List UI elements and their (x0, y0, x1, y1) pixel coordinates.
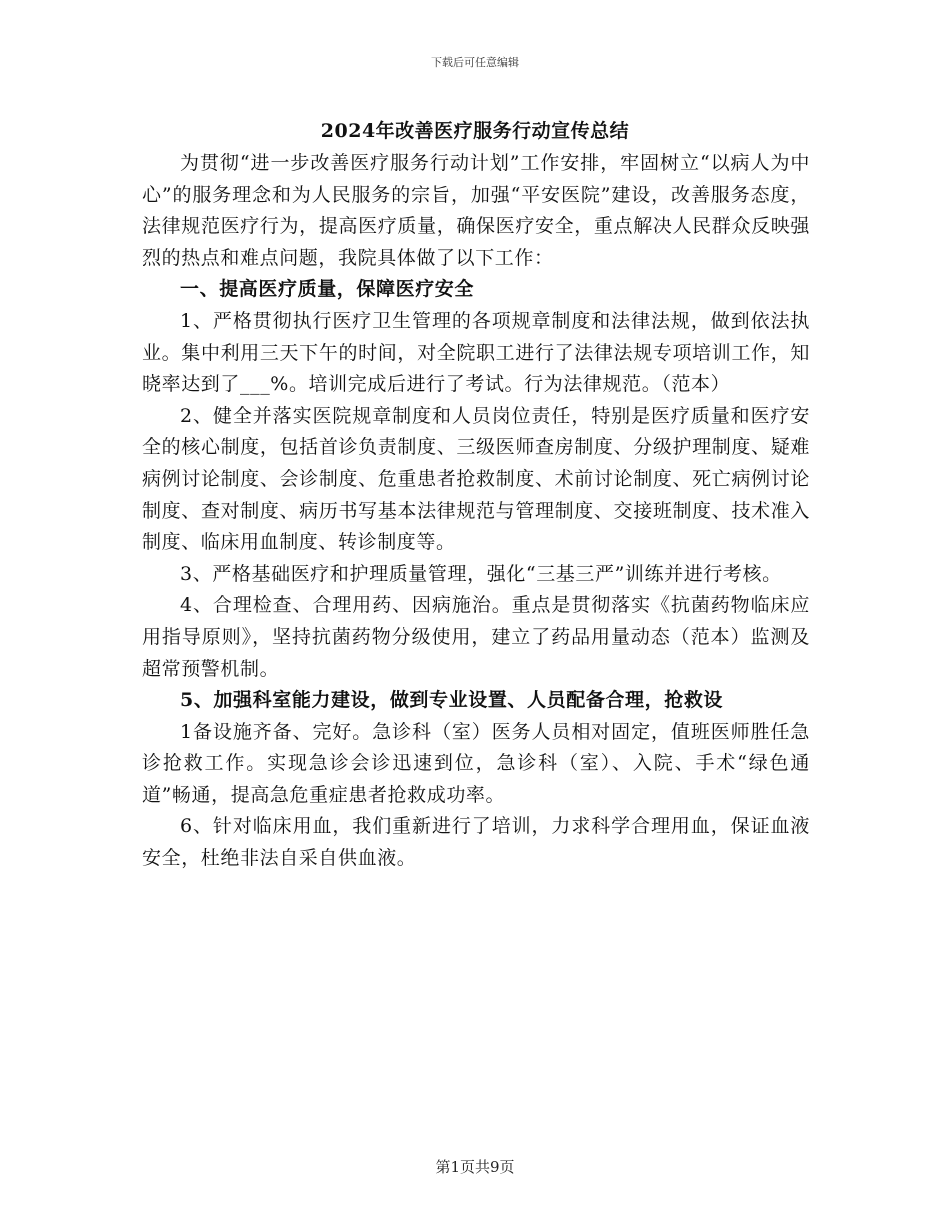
section-heading-1: 一、提高医疗质量，保障医疗安全 (180, 278, 475, 301)
item-paragraph-4: 4、合理检查、合理用药、因病施治。重点是贯彻落实《抗菌药物临床应用指导原则》，坚持抗菌药物分级使用，建立了药品用量动态（范本）监测及超常预警机制。 (142, 594, 810, 680)
document-title: 2024年改善医疗服务行动宣传总结 (320, 120, 630, 142)
item-paragraph-5-continued: 1备设施齐备、完好。急诊科（室）医务人员相对固定，值班医师胜任急诊抢救工作。实现急诊会诊迅速到位，急诊科（室）、入院、手术“绿色通道”畅通，提高急危重症患者抢救成功率。 (142, 720, 810, 806)
intro-paragraph: 为贯彻“进一步改善医疗服务行动计划”工作安排，牢固树立“以病人为中心”的服务理念和为人民服务的宗旨，加强“平安医院”建设，改善服务态度，法律规范医疗行为，提高医疗质量，确保医疗安全，重点解决人民群众反映强烈的热点和难点问题，我院具体做了以下工作： (142, 152, 810, 269)
item-heading-5: 5、加强科室能力建设，做到专业设置、人员配备合理，抢救设 (180, 689, 724, 712)
document-body (142, 148, 810, 875)
page-number-footer: 第1页共9页 (435, 1158, 515, 1176)
item-paragraph-1: 1、严格贯彻执行医疗卫生管理的各项规章制度和法律法规，做到依法执业。集中利用三天下午的时间，对全院职工进行了法律法规专项培训工作，知晓率达到了___%。培训完成后进行了考试。行为法律规范。（范本） (142, 309, 810, 396)
item-paragraph-2: 2、健全并落实医院规章制度和人员岗位责任，特别是医疗质量和医疗安全的核心制度，包括首诊负责制度、三级医师查房制度、分级护理制度、疑难病例讨论制度、会诊制度、危重患者抢救制度、术前讨论制度、死亡病例讨论制度、查对制度、病历书写基本法律规范与管理制度、交接班制度、技术准入制度、临床用血制度、转诊制度等。 (142, 404, 810, 554)
page-header-note: 下载后可任意编辑 (431, 56, 519, 69)
item-paragraph-6: 6、针对临床用血，我们重新进行了培训，力求科学合理用血，保证血液安全，杜绝非法自采自供血液。 (142, 815, 810, 870)
item-paragraph-3: 3、严格基础医疗和护理质量管理，强化“三基三严”训练并进行考核。 (180, 562, 782, 585)
